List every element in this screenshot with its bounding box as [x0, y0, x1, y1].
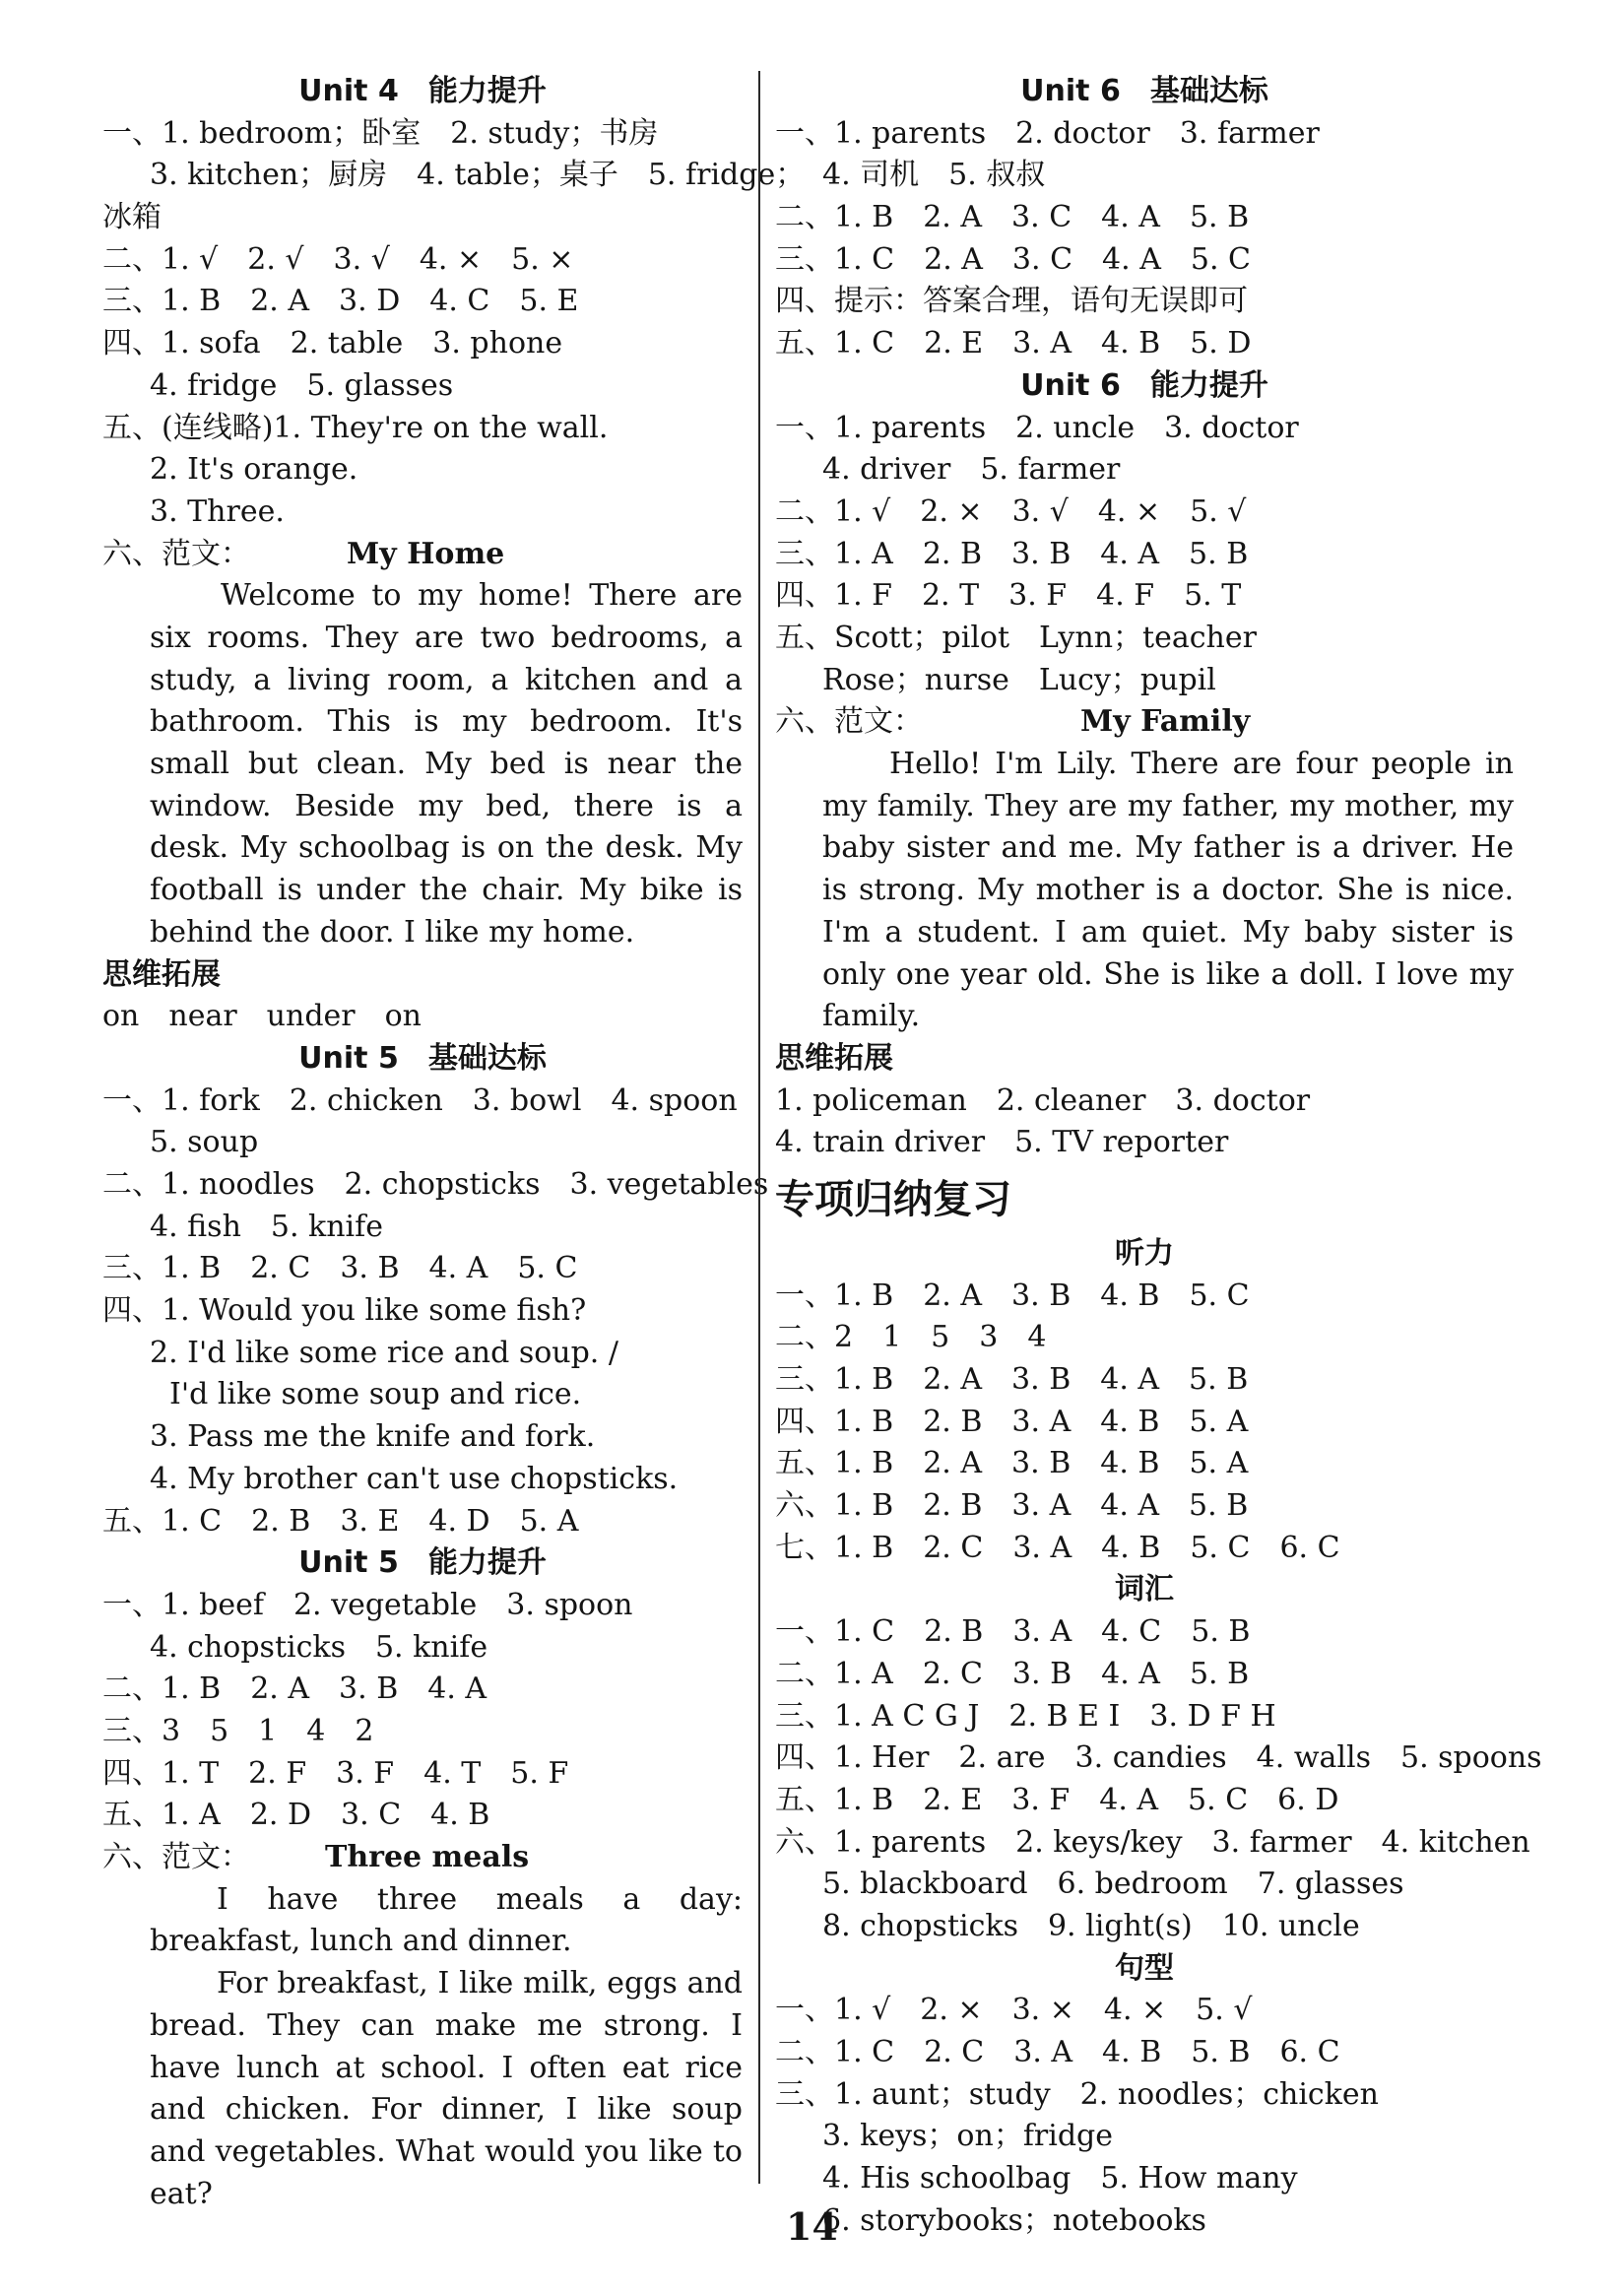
essay-paragraph: Hello! I'm Lily. There are four people in my family. They are my father, my mother, my baby sister and me. My father is a driver. He is strong. My mother is a doctor. She is nice. I'm a student. I am quiet. My baby sister is only one year old. She is like a doll. I love my family. — [822, 747, 1514, 1034]
answer-line: 四、1. T 2. F 3. F 4. T 5. F — [102, 1755, 569, 1791]
answer-line: 一、1. √ 2. × 3. × 4. × 5. √ — [775, 1993, 1253, 2028]
answer-line: 五、(连线略)1. They're on the wall. — [102, 410, 609, 445]
answer-line: 四、1. Would you like some fish? — [102, 1293, 587, 1329]
essay-label: 六、范文： — [102, 1840, 250, 1875]
answer-line: 3. kitchen；厨房 4. table；桌子 5. fridge； — [150, 158, 806, 193]
answer-line: 一、1. beef 2. vegetable 3. spoon — [102, 1587, 633, 1622]
unit6-advanced-heading: Unit 6 能力提升 — [1020, 367, 1268, 403]
essay-title: My Home — [347, 536, 505, 571]
answer-line: 三、1. aunt；study 2. noodles；chicken — [775, 2076, 1379, 2112]
thinking-section-title: 思维拓展 — [102, 956, 221, 992]
answer-line: 2. I'd like some rice and soup. / — [150, 1335, 618, 1370]
essay-header — [102, 1837, 743, 1879]
answer-line: 4. My brother can't use chopsticks. — [150, 1461, 679, 1496]
answer-line: 四、1. Her 2. are 3. candies 4. walls 5. spoons — [775, 1740, 1542, 1776]
answer-line: 一、1. parents 2. uncle 3. doctor — [775, 410, 1299, 445]
unit5-basic-heading: Unit 5 基础达标 — [298, 1040, 547, 1076]
unit4-advanced-heading: Unit 4 能力提升 — [298, 74, 547, 108]
answer-line: 3. Pass me the knife and fork. — [150, 1419, 596, 1455]
answer-line: 二、1. B 2. A 3. B 4. A — [102, 1671, 487, 1707]
answer-line: 五、1. A 2. D 3. C 4. B — [102, 1798, 490, 1833]
answer-line: 七、1. B 2. C 3. A 4. B 5. C 6. C — [775, 1530, 1340, 1565]
answer-line: 3. Three. — [150, 493, 285, 529]
answer-line: 二、1. √ 2. √ 3. √ 4. × 5. × — [102, 241, 574, 277]
answer-line: 4. train driver 5. TV reporter — [775, 1125, 1229, 1160]
vocabulary-subtitle: 词汇 — [1115, 1572, 1174, 1607]
answer-line: 一、1. B 2. A 3. B 4. B 5. C — [775, 1278, 1250, 1313]
essay-title: Three meals — [325, 1840, 530, 1875]
essay-header — [102, 534, 743, 576]
answer-line: 二、2 1 5 3 4 — [775, 1320, 1047, 1355]
answer-line: 四、1. B 2. B 3. A 4. B 5. A — [775, 1404, 1249, 1439]
answer-line: 三、1. B 2. C 3. B 4. A 5. C — [102, 1251, 578, 1286]
answer-line: 二、1. A 2. C 3. B 4. A 5. B — [775, 1656, 1250, 1691]
answer-line: 二、1. noodles 2. chopsticks 3. vegetables — [102, 1167, 769, 1203]
answer-line: 5. soup — [150, 1125, 259, 1160]
answer-line: 4. fridge 5. glasses — [150, 367, 454, 403]
answer-line: 一、1. fork 2. chicken 3. bowl 4. spoon — [102, 1082, 738, 1118]
unit6-basic-heading: Unit 6 基础达标 — [1020, 74, 1268, 108]
essay-label: 六、范文： — [775, 704, 923, 740]
answer-line: 三、1. A C G J 2. B E I 3. D F H — [775, 1698, 1276, 1734]
answer-line: 一、1. C 2. B 3. A 4. C 5. B — [775, 1614, 1251, 1650]
answer-line: 4. fish 5. knife — [150, 1209, 383, 1244]
answer-line: 六、1. parents 2. keys/key 3. farmer 4. kitchen — [775, 1824, 1530, 1860]
answer-line: 三、3 5 1 4 2 — [102, 1713, 374, 1748]
essay-paragraph: I have three meals a day: breakfast, lunch and dinner. — [150, 1881, 743, 1959]
answer-line: on near under on — [102, 999, 422, 1034]
answer-line: 五、Scott；pilot Lynn；teacher — [775, 620, 1257, 655]
answer-line: 6. storybooks；notebooks — [822, 2202, 1206, 2238]
answer-line: 三、1. B 2. A 3. D 4. C 5. E — [102, 284, 579, 319]
answer-line: 四、1. F 2. T 3. F 4. F 5. T — [775, 578, 1242, 614]
essay-header — [775, 701, 1514, 744]
answer-line: 8. chopsticks 9. light(s) 10. uncle — [822, 1908, 1360, 1943]
page-number: 14 — [786, 2204, 838, 2249]
thinking-section-title: 思维拓展 — [775, 1040, 893, 1076]
left-column — [102, 71, 806, 2215]
right-column — [775, 71, 1542, 2242]
answer-line: 五、1. B 2. E 3. F 4. A 5. C 6. D — [775, 1782, 1339, 1817]
answer-line: 三、1. B 2. A 3. B 4. A 5. B — [775, 1362, 1249, 1398]
essay-label: 六、范文： — [102, 536, 250, 571]
answer-line: 五、1. B 2. A 3. B 4. B 5. A — [775, 1446, 1249, 1481]
review-section-title: 专项归纳复习 — [775, 1176, 1011, 1222]
answer-line: 二、1. √ 2. × 3. √ 4. × 5. √ — [775, 493, 1247, 529]
answer-line: I'd like some soup and rice. — [169, 1377, 582, 1412]
essay-paragraph: Welcome to my home! There are six rooms. They are two bedrooms, a study, a living room, a kitchen and a bathroom. This is my bedroom. It's small but clean. My bed is near the window. Beside my bed, there is a desk. My schoolbag is on the desk. My football is under the chair. My bike is behind the door. I like my home. — [150, 578, 743, 950]
answer-line: Rose；nurse Lucy；pupil — [822, 662, 1216, 697]
answer-line: 冰箱 — [102, 200, 162, 235]
answer-line: 4. chopsticks 5. knife — [150, 1629, 488, 1665]
answer-line: 二、1. C 2. C 3. A 4. B 5. B 6. C — [775, 2035, 1340, 2070]
unit5-advanced-heading: Unit 5 能力提升 — [298, 1545, 547, 1581]
answer-line: 一、1. parents 2. doctor 3. farmer — [775, 115, 1320, 151]
answer-line: 4. driver 5. farmer — [822, 452, 1121, 488]
essay-title: My Family — [1080, 704, 1251, 740]
answer-line: 五、1. C 2. E 3. A 4. B 5. D — [775, 326, 1252, 361]
listening-subtitle: 听力 — [1115, 1235, 1174, 1271]
sentence-pattern-subtitle: 句型 — [1115, 1950, 1174, 1986]
answer-line: 一、1. bedroom；卧室 2. study；书房 — [102, 115, 659, 151]
answer-line: 5. blackboard 6. bedroom 7. glasses — [822, 1867, 1404, 1902]
answer-line: 六、1. B 2. B 3. A 4. A 5. B — [775, 1488, 1249, 1524]
column-divider — [758, 71, 760, 2184]
answer-line: 五、1. C 2. B 3. E 4. D 5. A — [102, 1503, 579, 1539]
answer-line: 1. policeman 2. cleaner 3. doctor — [775, 1082, 1311, 1118]
answer-line: 4. His schoolbag 5. How many — [822, 2161, 1298, 2196]
answer-line: 二、1. B 2. A 3. C 4. A 5. B — [775, 200, 1250, 235]
answer-line: 3. keys；on；fridge — [822, 2119, 1114, 2154]
answer-line: 4. 司机 5. 叔叔 — [822, 158, 1046, 193]
answer-line: 三、1. A 2. B 3. B 4. A 5. B — [775, 536, 1249, 571]
answer-line: 三、1. C 2. A 3. C 4. A 5. C — [775, 241, 1251, 277]
essay-paragraph: For breakfast, I like milk, eggs and bread. They can make me strong. I have lunch at school. I often eat rice and chicken. For dinner, I like soup and vegetables. What would you like to eat? — [150, 1966, 743, 2211]
answer-line: 四、提示：答案合理，语句无误即可 — [775, 284, 1248, 319]
answer-line: 四、1. sofa 2. table 3. phone — [102, 326, 563, 361]
answer-line: 2. It's orange. — [150, 452, 358, 488]
